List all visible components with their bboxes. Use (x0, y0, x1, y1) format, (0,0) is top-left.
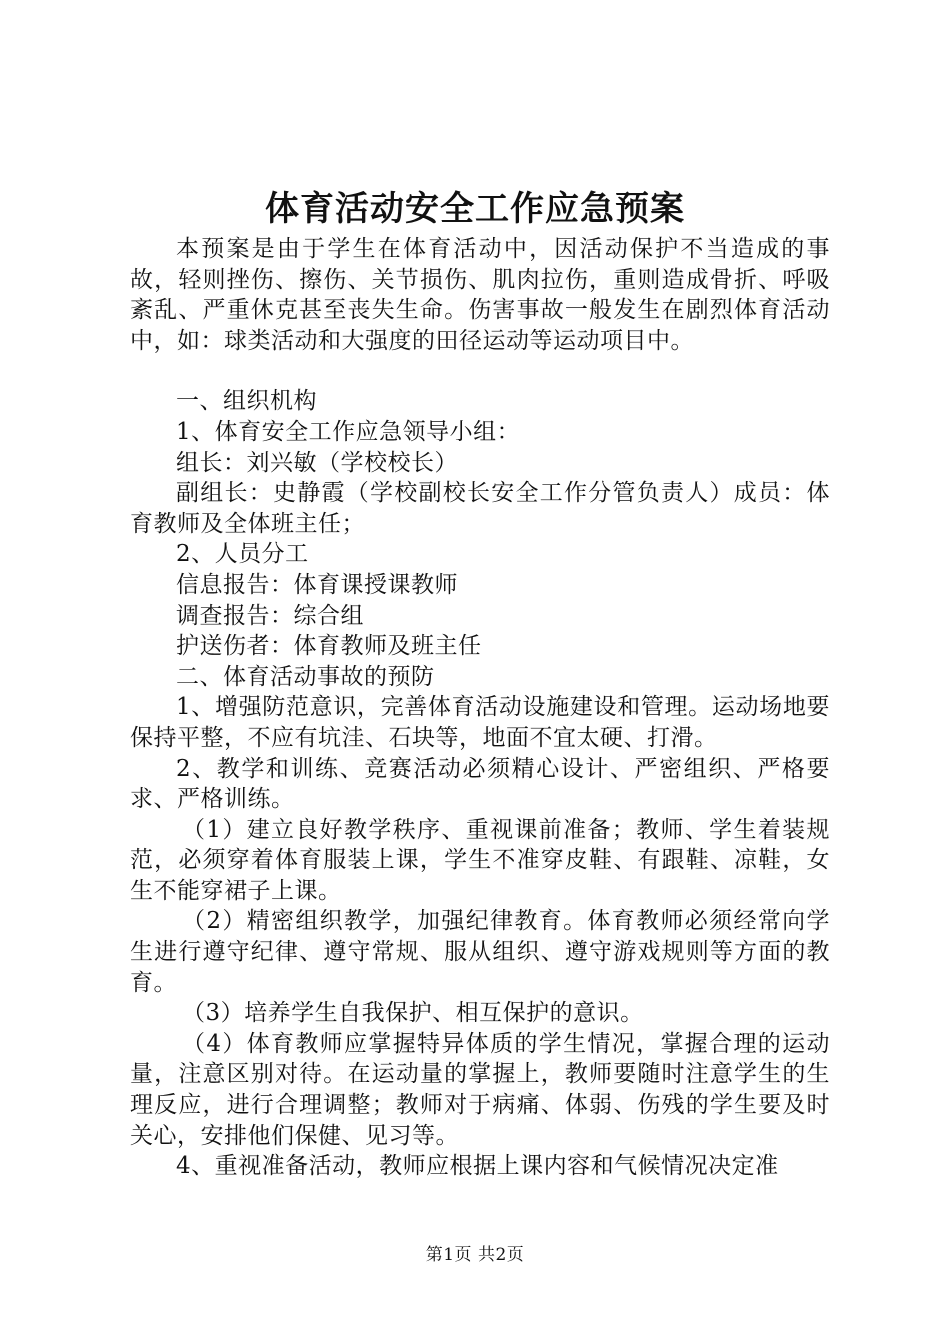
prevention-item-2: 2、教学和训练、竞赛活动必须精心设计、严密组织、严格要求、严格训练。 (130, 755, 830, 813)
prevention-subitem-3: （3）培养学生自我保护、相互保护的意识。 (182, 1000, 644, 1027)
page-number-footer: 第1页 共2页 (425, 1245, 525, 1265)
deputy-leader-line: 副组长：史静霞（学校副校长安全工作分管负责人）成员：体育教师及全体班主任； (130, 480, 830, 537)
prevention-subitem-4: （4）体育教师应掌握特异体质的学生情况，掌握合理的运动量，注意区别对待。在运动量的掌握上，教师要随时注意学生的生理反应，进行合理调整；教师对于病痛、体弱、伤残的学生要及时关心，安排他们保健、见习等。 (130, 1030, 830, 1149)
prevention-subitem-2: （2）精密组织教学，加强纪律教育。体育教师必须经常向学生进行遵守纪律、遵守常规、服从组织、遵守游戏规则等方面的教育。 (130, 908, 830, 996)
prevention-item-1: 1、增强防范意识，完善体育活动设施建设和管理。运动场地要保持平整，不应有坑洼、石块等，地面不宜太硬、打滑。 (130, 694, 830, 751)
document-title: 体育活动安全工作应急预案 (265, 189, 685, 229)
prevention-item-4: 4、重视准备活动，教师应根据上课内容和气候情况决定准 (176, 1153, 779, 1180)
info-report-line: 信息报告：体育课授课教师 (176, 571, 458, 598)
subsection-staff-division: 2、人员分工 (176, 541, 309, 568)
subsection-leadership-group: 1、体育安全工作应急领导小组： (176, 418, 521, 445)
investigation-report-line: 调查报告：综合组 (176, 602, 364, 629)
leader-line: 组长：刘兴敏（学校校长） (176, 449, 458, 476)
section-heading-prevention: 二、体育活动事故的预防 (176, 663, 435, 690)
prevention-subitem-1: （1）建立良好教学秩序、重视课前准备；教师、学生着装规范，必须穿着体育服装上课，学生不准穿皮鞋、有跟鞋、凉鞋，女生不能穿裙子上课。 (130, 816, 830, 904)
intro-paragraph: 本预案是由于学生在体育活动中，因活动保护不当造成的事故，轻则挫伤、擦伤、关节损伤、肌肉拉伤，重则造成骨折、呼吸紊乱、严重休克甚至丧失生命。伤害事故一般发生在剧烈体育活动中，如：球类活动和大强度的田径运动等运动项目中。 (130, 236, 830, 354)
escort-injured-line: 护送伤者：体育教师及班主任 (176, 633, 482, 660)
paragraph-spacer (130, 356, 830, 386)
document-body (130, 234, 830, 1182)
section-heading-organization: 一、组织机构 (176, 388, 317, 415)
